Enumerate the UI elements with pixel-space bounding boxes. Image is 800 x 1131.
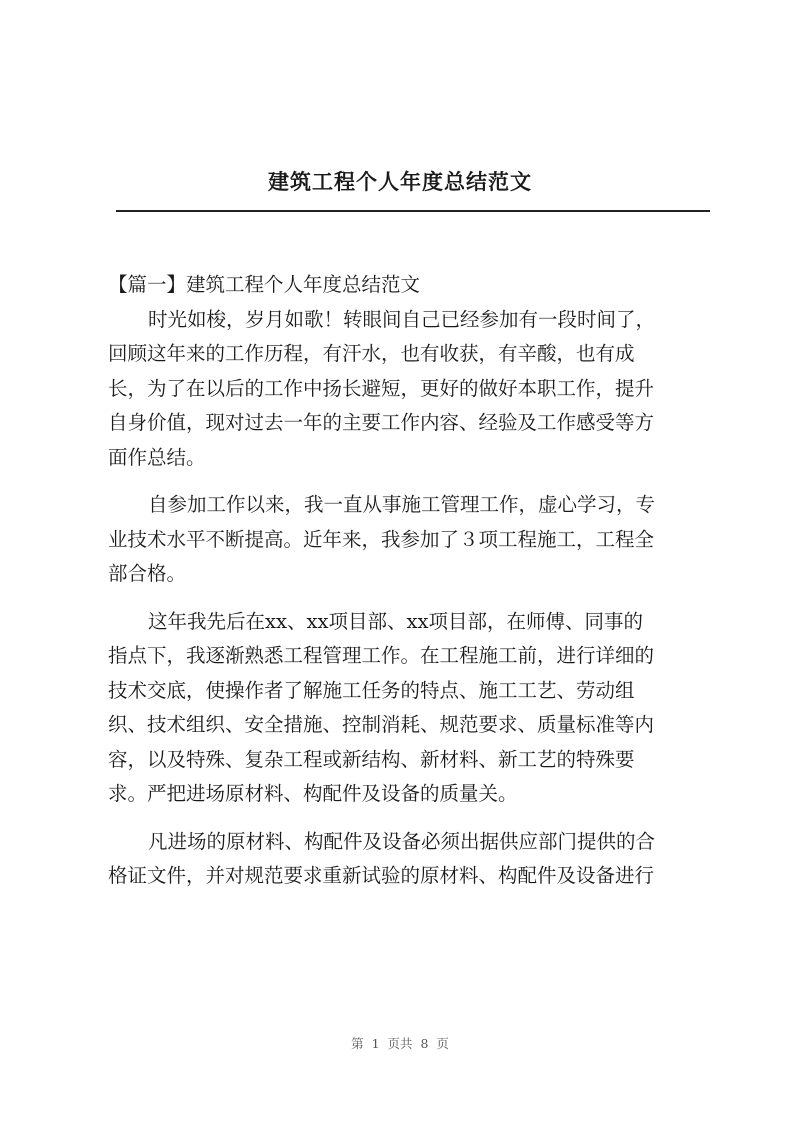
paragraph-line: 回顾这年来的工作历程，有汗水，也有收获，有辛酸，也有成 bbox=[108, 342, 635, 365]
paragraph-line: 部合格。 bbox=[108, 562, 187, 585]
paragraph bbox=[108, 488, 708, 592]
document-body bbox=[108, 268, 708, 894]
paragraph bbox=[108, 605, 708, 812]
page-footer: 第 1 页共 8 页 bbox=[351, 1036, 449, 1051]
title-divider bbox=[116, 210, 710, 212]
paragraph-line: 格证文件，并对规范要求重新试验的原材料、构配件及设备进行 bbox=[108, 864, 655, 887]
paragraph-line: 凡进场的原材料、构配件及设备必须出据供应部门提供的合 bbox=[148, 829, 656, 853]
paragraph-line: 时光如梭，岁月如歌！转眼间自己已经参加有一段时间了， bbox=[148, 307, 656, 331]
paragraph-line: 指点下，我逐渐熟悉工程管理工作。在工程施工前，进行详细的 bbox=[108, 644, 655, 667]
paragraph-line: 容，以及特殊、复杂工程或新结构、新材料、新工艺的特殊要 bbox=[108, 747, 635, 771]
section-heading: 【篇一】建筑工程个人年度总结范文 bbox=[108, 273, 421, 296]
paragraph-line: 业技术水平不断提高。近年来，我参加了３项工程施工，工程全 bbox=[108, 527, 655, 551]
paragraph-line: 求。严把进场原材料、构配件及设备的质量关。 bbox=[108, 782, 518, 805]
paragraph-line: 长，为了在以后的工作中扬长避短，更好的做好本职工作，提升 bbox=[108, 376, 655, 400]
paragraph-line: 自身价值，现对过去一年的主要工作内容、经验及工作感受等方 bbox=[108, 411, 655, 434]
paragraph bbox=[108, 303, 708, 476]
paragraph-line: 自参加工作以来，我一直从事施工管理工作，虚心学习，专 bbox=[148, 493, 656, 516]
paragraph-line: 这年我先后在xx、xx项目部、xx项目部，在师傅、同事的 bbox=[148, 609, 643, 633]
page-title: 建筑工程个人年度总结范文 bbox=[268, 169, 532, 194]
paragraph bbox=[108, 825, 708, 894]
paragraph-line: 面作总结。 bbox=[108, 445, 206, 469]
paragraph-line: 技术交底，使操作者了解施工任务的特点、施工工艺、劳动组 bbox=[108, 678, 635, 702]
paragraph-line: 织、技术组织、安全措施、控制消耗、规范要求、质量标准等内 bbox=[108, 713, 655, 736]
